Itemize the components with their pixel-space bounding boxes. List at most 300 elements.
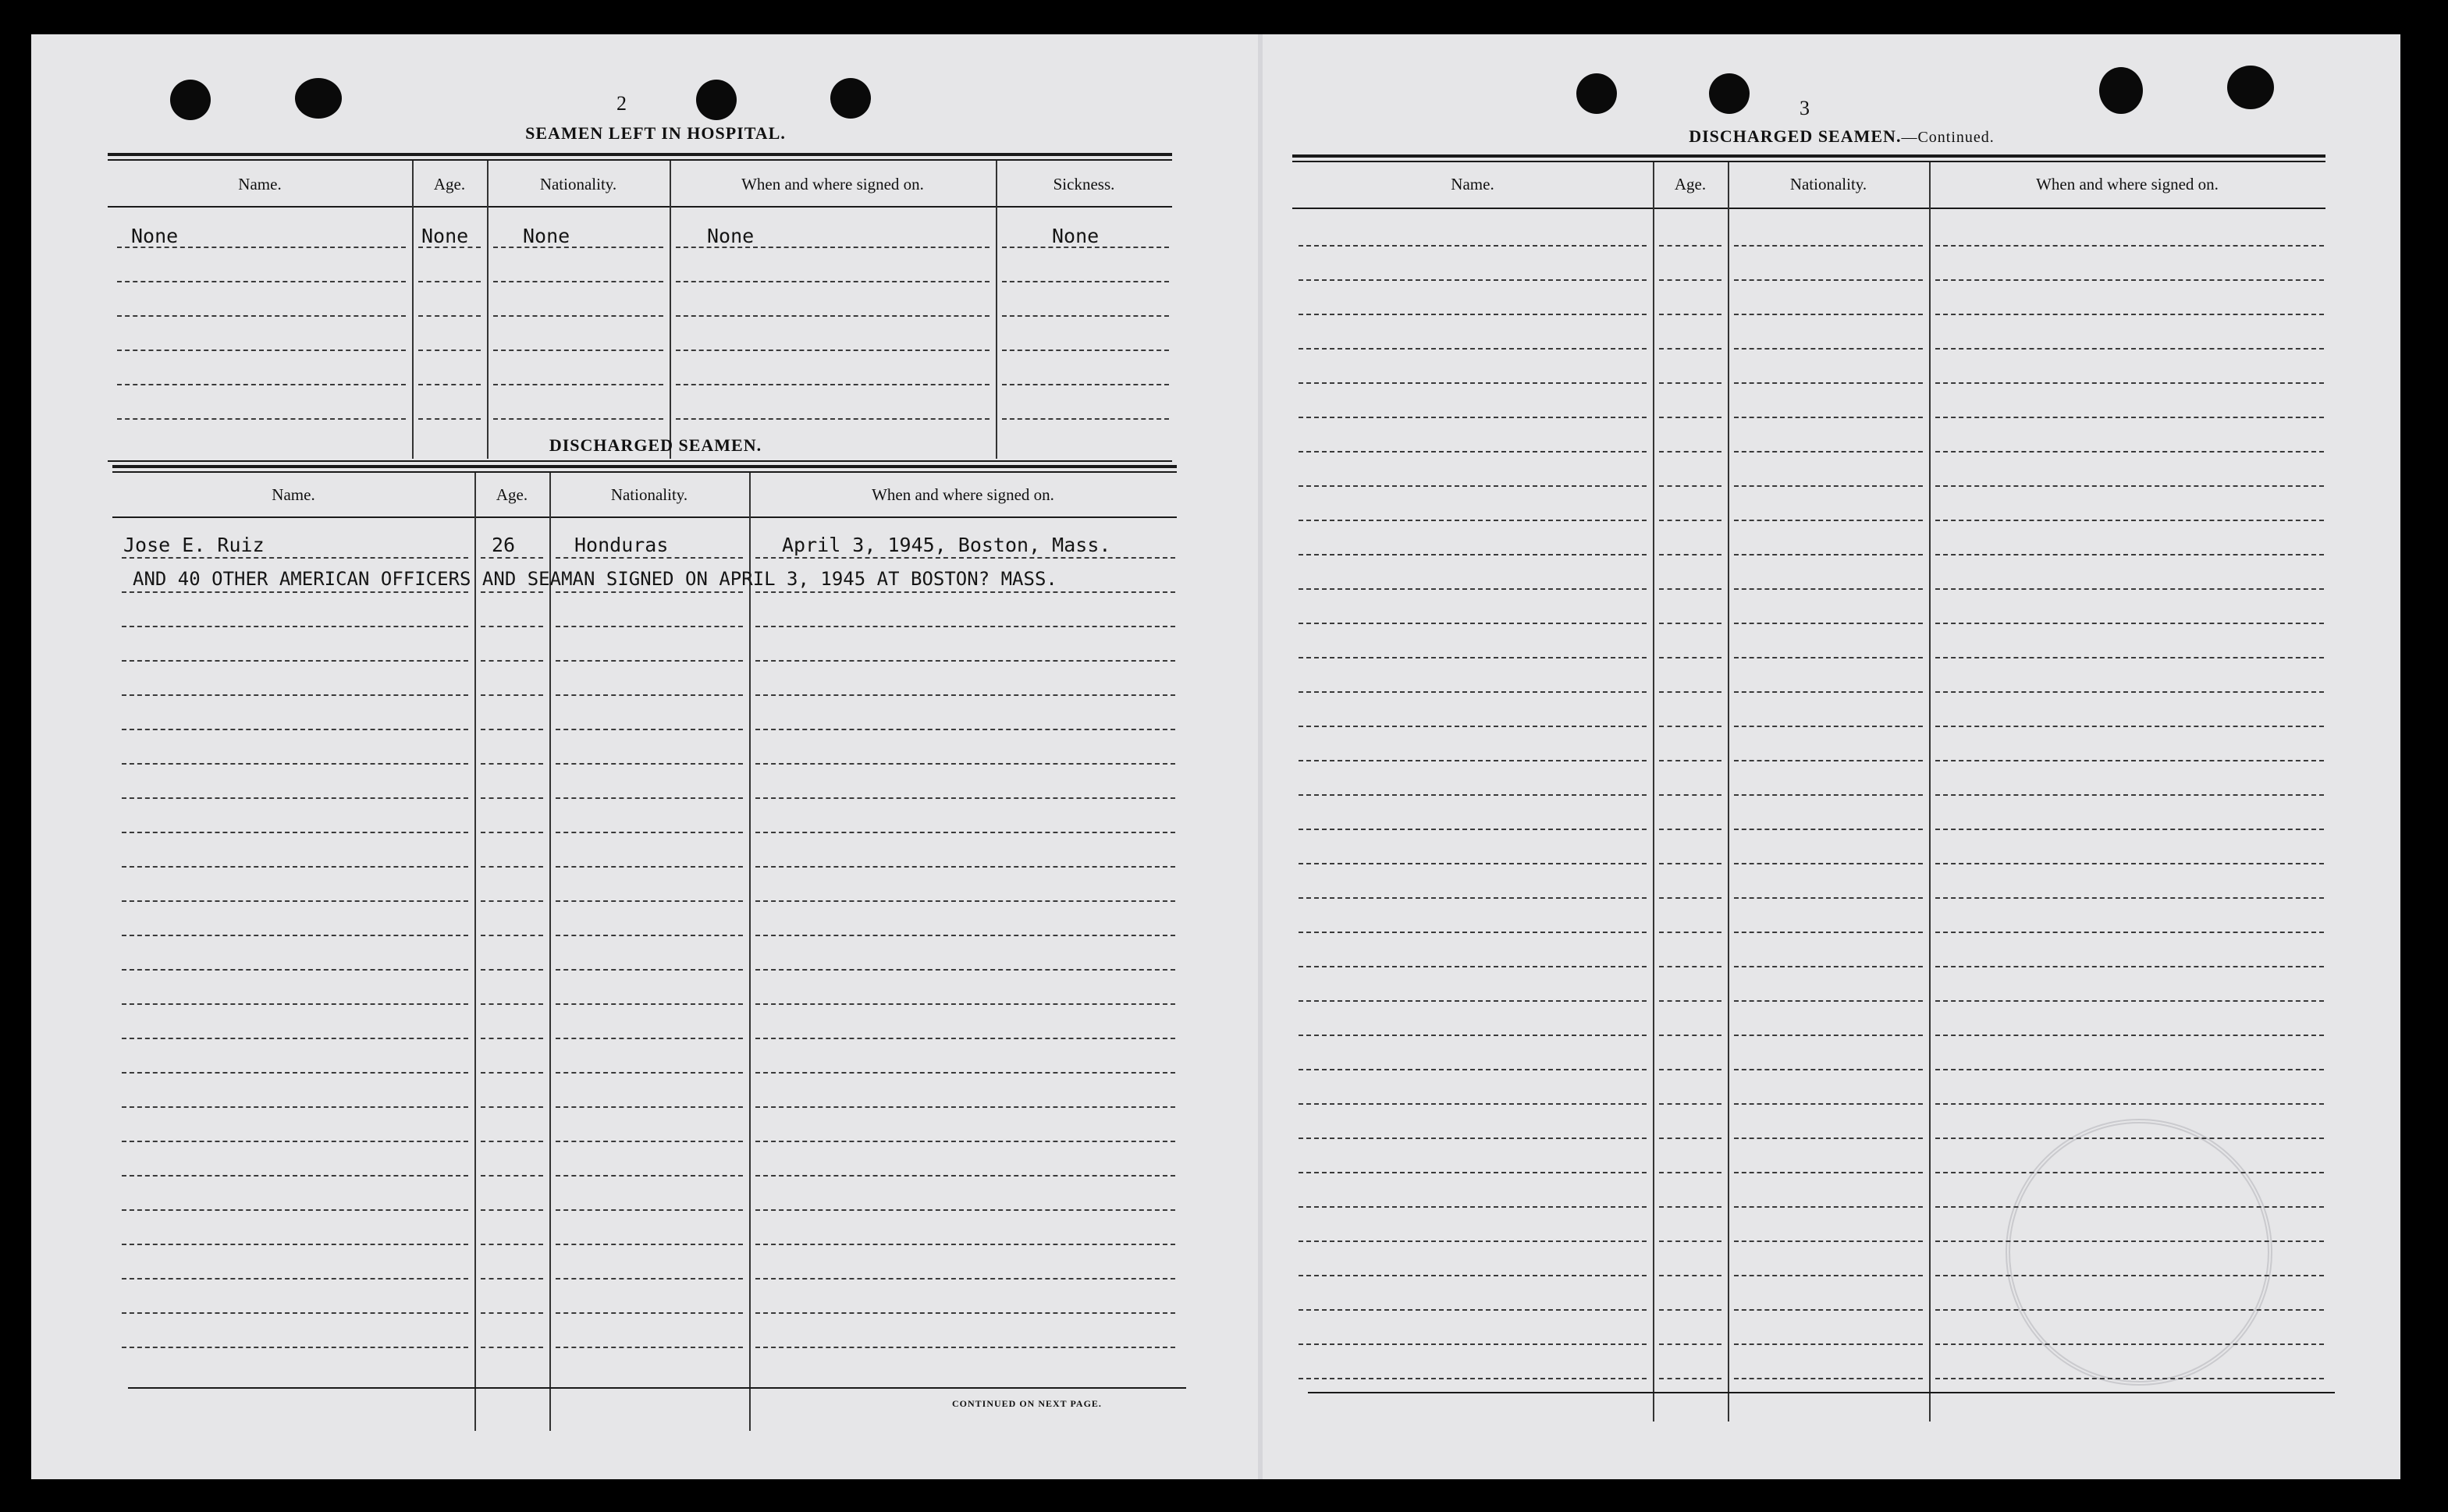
continued-footer: CONTINUED ON NEXT PAGE. <box>952 1398 1102 1409</box>
ruled-line <box>1299 279 1647 281</box>
ruled-line <box>1299 1378 1647 1379</box>
ruled-line <box>1734 1000 1923 1002</box>
discharged-header-nationality: Nationality. <box>610 485 688 504</box>
ruled-line <box>676 247 990 248</box>
ruled-line <box>481 1072 543 1074</box>
hospital-header-nationality: Nationality. <box>539 175 617 193</box>
discharged-header-underline <box>112 516 1177 518</box>
ruled-line <box>1734 1343 1923 1345</box>
ruled-line <box>1734 245 1923 247</box>
ruled-line <box>481 1347 543 1348</box>
ruled-line <box>1734 1069 1923 1070</box>
ruled-line <box>122 1038 468 1039</box>
ruled-line <box>117 281 406 282</box>
ruled-line <box>755 729 1175 730</box>
ruled-line <box>556 763 743 765</box>
ruled-line <box>755 660 1175 662</box>
ruled-line <box>1299 760 1647 761</box>
ruled-line <box>556 832 743 833</box>
ruled-line <box>122 1312 468 1314</box>
ruled-line <box>1002 418 1169 420</box>
discharged-signed-on-value: April 3, 1945, Boston, Mass. <box>782 534 1111 556</box>
ruled-line <box>1734 554 1923 555</box>
ruled-line <box>1299 726 1647 727</box>
ruled-line <box>1299 1206 1647 1208</box>
ruled-line <box>1659 1138 1721 1139</box>
ruled-line <box>1734 417 1923 418</box>
hospital-top-rule <box>108 153 1172 156</box>
discharged-section-title: DISCHARGED SEAMEN. <box>549 435 762 455</box>
ruled-line <box>418 315 481 317</box>
ruled-line <box>1659 348 1721 350</box>
ruled-line <box>556 1244 743 1245</box>
ruled-line <box>1734 314 1923 315</box>
ruled-line <box>481 832 543 833</box>
right-column-divider <box>1929 162 1931 1421</box>
ruled-line <box>122 1106 468 1108</box>
ruled-line <box>1734 382 1923 384</box>
ruled-line <box>481 729 543 730</box>
ruled-line <box>1299 314 1647 315</box>
discharged-column-divider <box>474 473 476 1431</box>
ruled-line <box>481 1003 543 1005</box>
ruled-line <box>1299 966 1647 967</box>
ruled-line <box>556 797 743 799</box>
ruled-line <box>1935 726 2324 727</box>
ruled-line <box>1734 451 1923 453</box>
hospital-signed-on-value: None <box>707 225 755 247</box>
ruled-line <box>1659 451 1721 453</box>
discharged-header-name: Name. <box>272 485 315 504</box>
ruled-line <box>122 1141 468 1142</box>
ruled-line <box>1734 657 1923 658</box>
ruled-line <box>1659 1172 1721 1173</box>
discharged-continued-suffix: —Continued. <box>1901 129 1995 146</box>
ruled-line <box>1935 760 2324 761</box>
ruled-line <box>122 591 468 593</box>
ruled-line <box>1299 623 1647 624</box>
ruled-line <box>1659 966 1721 967</box>
ruled-line <box>556 1209 743 1211</box>
ruled-line <box>122 557 468 559</box>
ruled-line <box>1734 691 1923 693</box>
ruled-line <box>1734 1378 1923 1379</box>
ruled-line <box>1659 726 1721 727</box>
ruled-line <box>1935 417 2324 418</box>
ruled-line <box>122 832 468 833</box>
ruled-line <box>1935 451 2324 453</box>
ruled-line <box>418 350 481 351</box>
ruled-line <box>1935 1069 2324 1070</box>
ruled-line <box>1935 485 2324 487</box>
ruled-line <box>1935 897 2324 899</box>
ruled-line <box>122 763 468 765</box>
ruled-line <box>1299 1103 1647 1105</box>
ruled-line <box>755 1347 1175 1348</box>
ruled-line <box>1002 281 1169 282</box>
ruled-line <box>755 1244 1175 1245</box>
ruled-line <box>493 315 663 317</box>
ruled-line <box>1734 932 1923 933</box>
left-bottom-rule <box>128 1387 1186 1389</box>
ruled-line <box>1659 1378 1721 1379</box>
ruled-line <box>556 660 743 662</box>
ruled-line <box>1299 1172 1647 1173</box>
ruled-line <box>1659 588 1721 590</box>
hospital-section-title: SEAMEN LEFT IN HOSPITAL. <box>525 123 786 143</box>
ruled-line <box>556 694 743 696</box>
ruled-line <box>755 1106 1175 1108</box>
punch-hole <box>2099 67 2143 114</box>
ruled-line <box>1935 348 2324 350</box>
hospital-header-name: Name. <box>238 175 282 193</box>
discharged-continued-title-text: DISCHARGED SEAMEN. <box>1689 126 1902 146</box>
ruled-line <box>122 1278 468 1280</box>
right-column-divider <box>1653 162 1654 1421</box>
ruled-line <box>1659 485 1721 487</box>
ruled-line <box>1659 314 1721 315</box>
punch-hole <box>696 80 737 120</box>
ruled-line <box>481 1278 543 1280</box>
discharged-top-rule <box>112 465 1177 468</box>
ruled-line <box>1299 485 1647 487</box>
ruled-line <box>556 935 743 936</box>
ruled-line <box>1734 1172 1923 1173</box>
discharged-nationality-value: Honduras <box>574 534 669 556</box>
ruled-line <box>1659 554 1721 555</box>
ruled-line <box>481 935 543 936</box>
ruled-line <box>122 1347 468 1348</box>
ruled-line <box>676 384 990 385</box>
hospital-sickness-value: None <box>1052 225 1100 247</box>
ruled-line <box>1734 829 1923 830</box>
hospital-header-age: Age. <box>433 175 466 193</box>
ruled-line <box>122 729 468 730</box>
ruled-line <box>1299 417 1647 418</box>
ruled-line <box>1659 1069 1721 1070</box>
right-header-signed-on: When and where signed on. <box>2036 175 2219 193</box>
discharged-name-value: Jose E. Ruiz <box>123 534 265 556</box>
ruled-line <box>122 866 468 868</box>
punch-hole <box>295 78 342 119</box>
ruled-line <box>676 281 990 282</box>
hospital-column-divider <box>487 161 489 459</box>
ruled-line <box>556 557 743 559</box>
ruled-line <box>676 350 990 351</box>
ruled-line <box>676 315 990 317</box>
discharged-continued-title <box>1592 126 2091 147</box>
ruled-line <box>556 1347 743 1348</box>
ruled-line <box>1935 966 2324 967</box>
ruled-line <box>1734 760 1923 761</box>
ruled-line <box>481 900 543 902</box>
ruled-line <box>1002 315 1169 317</box>
ruled-line <box>1659 863 1721 864</box>
ruled-line <box>556 866 743 868</box>
ruled-line <box>1299 1069 1647 1070</box>
ruled-line <box>481 797 543 799</box>
punch-hole <box>1709 73 1750 114</box>
ruled-line <box>1935 794 2324 796</box>
ruled-line <box>755 1209 1175 1211</box>
ruled-line <box>418 418 481 420</box>
ruled-line <box>1299 794 1647 796</box>
ruled-line <box>1734 1240 1923 1242</box>
ruled-line <box>117 418 406 420</box>
ruled-line <box>1734 1206 1923 1208</box>
ruled-line <box>493 247 663 248</box>
ruled-line <box>1935 382 2324 384</box>
ruled-line <box>481 969 543 971</box>
ruled-line <box>556 626 743 627</box>
ruled-line <box>1659 1035 1721 1036</box>
ruled-line <box>117 384 406 385</box>
ruled-line <box>1734 897 1923 899</box>
punch-hole <box>1576 73 1617 114</box>
ruled-line <box>1935 1000 2324 1002</box>
ruled-line <box>1935 657 2324 658</box>
ruled-line <box>1935 932 2324 933</box>
ruled-line <box>1935 1035 2324 1036</box>
ruled-line <box>117 315 406 317</box>
ruled-line <box>1299 657 1647 658</box>
ruled-line <box>755 969 1175 971</box>
ruled-line <box>556 1141 743 1142</box>
ruled-line <box>1935 520 2324 521</box>
ruled-line <box>122 900 468 902</box>
ruled-line <box>1299 897 1647 899</box>
ruled-line <box>1659 382 1721 384</box>
ruled-line <box>1935 588 2324 590</box>
right-header-age: Age. <box>1674 175 1707 193</box>
ruled-line <box>418 384 481 385</box>
ruled-line <box>1299 1240 1647 1242</box>
ruled-line <box>122 969 468 971</box>
right-top-rule <box>1292 154 2325 158</box>
ruled-line <box>122 660 468 662</box>
ruled-line <box>1659 760 1721 761</box>
ruled-line <box>117 350 406 351</box>
ruled-line <box>1002 384 1169 385</box>
ruled-line <box>1935 314 2324 315</box>
ruled-line <box>556 1003 743 1005</box>
discharged-top-rule <box>112 471 1177 473</box>
punch-hole <box>2227 66 2274 109</box>
discharged-header-age: Age. <box>496 485 528 504</box>
hospital-bottom-rule <box>108 460 1172 462</box>
ruled-line <box>1734 485 1923 487</box>
ruled-line <box>418 247 481 248</box>
ruled-line <box>1935 691 2324 693</box>
ruled-line <box>1734 794 1923 796</box>
ruled-line <box>1659 1103 1721 1105</box>
ruled-line <box>122 797 468 799</box>
hospital-name-value: None <box>131 225 179 247</box>
ruled-line <box>1659 691 1721 693</box>
right-column-divider <box>1728 162 1729 1421</box>
ruled-line <box>1299 1275 1647 1276</box>
ruled-line <box>122 1175 468 1177</box>
ruled-line <box>556 1106 743 1108</box>
ruled-line <box>1659 1000 1721 1002</box>
ruled-line <box>493 350 663 351</box>
ruled-line <box>1734 1035 1923 1036</box>
ruled-line <box>755 866 1175 868</box>
ruled-line <box>556 1072 743 1074</box>
ruled-line <box>1734 1275 1923 1276</box>
punch-hole <box>170 80 211 120</box>
ruled-line <box>1299 863 1647 864</box>
right-bottom-rule <box>1308 1392 2335 1393</box>
ruled-line <box>1734 1309 1923 1311</box>
ruled-line <box>1734 1103 1923 1105</box>
discharged-column-divider <box>549 473 551 1431</box>
ruled-line <box>1659 279 1721 281</box>
ruled-line <box>1659 794 1721 796</box>
ruled-line <box>755 1312 1175 1314</box>
ruled-line <box>1002 247 1169 248</box>
ruled-line <box>1299 554 1647 555</box>
ruled-line <box>1659 1275 1721 1276</box>
ruled-line <box>755 832 1175 833</box>
ruled-line <box>1734 348 1923 350</box>
ruled-line <box>1659 897 1721 899</box>
ruled-line <box>1935 245 2324 247</box>
ruled-line <box>481 1209 543 1211</box>
ruled-line <box>481 1038 543 1039</box>
ruled-line <box>755 1072 1175 1074</box>
ruled-line <box>1734 1138 1923 1139</box>
ruled-line <box>1299 520 1647 521</box>
ruled-line <box>1935 279 2324 281</box>
hospital-header-underline <box>108 206 1172 208</box>
ruled-line <box>493 384 663 385</box>
right-header-underline <box>1292 208 2325 209</box>
ruled-line <box>1659 520 1721 521</box>
ruled-line <box>1659 657 1721 658</box>
ruled-line <box>1659 1343 1721 1345</box>
ruled-line <box>1299 691 1647 693</box>
ruled-line <box>556 1312 743 1314</box>
ruled-line <box>481 660 543 662</box>
ruled-line <box>481 1106 543 1108</box>
ruled-line <box>755 935 1175 936</box>
ruled-line <box>755 763 1175 765</box>
ruled-line <box>1002 350 1169 351</box>
ruled-line <box>1734 623 1923 624</box>
ruled-line <box>755 591 1175 593</box>
ruled-line <box>122 1209 468 1211</box>
ruled-line <box>481 1312 543 1314</box>
ruled-line <box>1299 382 1647 384</box>
hospital-column-divider <box>670 161 671 459</box>
ruled-line <box>481 626 543 627</box>
ruled-line <box>1299 588 1647 590</box>
ruled-line <box>122 1244 468 1245</box>
ruled-line <box>418 281 481 282</box>
page-number-right: 3 <box>1800 97 1810 119</box>
punch-hole <box>830 78 871 119</box>
hospital-top-rule <box>108 159 1172 161</box>
ruled-line <box>755 557 1175 559</box>
ruled-line <box>1299 1000 1647 1002</box>
ruled-line <box>755 1278 1175 1280</box>
discharged-header-signed-on: When and where signed on. <box>872 485 1054 504</box>
right-header-nationality: Nationality. <box>1789 175 1867 193</box>
ruled-line <box>1299 348 1647 350</box>
page-fold <box>1258 34 1263 1479</box>
ruled-line <box>1299 1035 1647 1036</box>
ruled-line <box>481 557 543 559</box>
ruled-line <box>556 1175 743 1177</box>
ruled-line <box>755 797 1175 799</box>
faded-stamp <box>2006 1119 2272 1386</box>
ruled-line <box>122 626 468 627</box>
hospital-column-divider <box>996 161 997 459</box>
ruled-line <box>755 1141 1175 1142</box>
ruled-line <box>481 1244 543 1245</box>
right-header-name: Name. <box>1451 175 1494 193</box>
ruled-line <box>1659 623 1721 624</box>
ruled-line <box>1299 451 1647 453</box>
ruled-line <box>1734 863 1923 864</box>
ruled-line <box>1299 932 1647 933</box>
ruled-line <box>755 1003 1175 1005</box>
ruled-line <box>1935 863 2324 864</box>
ruled-line <box>556 591 743 593</box>
document-sheet <box>31 34 2400 1479</box>
ruled-line <box>1659 932 1721 933</box>
ruled-line <box>481 763 543 765</box>
discharged-age-value: 26 <box>492 534 516 556</box>
hospital-column-divider <box>412 161 414 459</box>
ruled-line <box>556 969 743 971</box>
ruled-line <box>1734 726 1923 727</box>
ruled-line <box>1734 279 1923 281</box>
ruled-line <box>1659 1309 1721 1311</box>
ruled-line <box>556 1278 743 1280</box>
ruled-line <box>755 1175 1175 1177</box>
ruled-line <box>1659 1240 1721 1242</box>
ruled-line <box>1299 829 1647 830</box>
ruled-line <box>755 1038 1175 1039</box>
ruled-line <box>481 591 543 593</box>
hospital-header-signed-on: When and where signed on. <box>741 175 924 193</box>
ruled-line <box>556 729 743 730</box>
ruled-line <box>755 626 1175 627</box>
ruled-line <box>755 900 1175 902</box>
ruled-line <box>1299 245 1647 247</box>
hospital-header-sickness: Sickness. <box>1053 175 1115 193</box>
ruled-line <box>1659 829 1721 830</box>
right-top-rule <box>1292 161 2325 162</box>
discharged-note: AND 40 OTHER AMERICAN OFFICERS AND SEAMAN SIGNED ON APRIL 3, 1945 AT BOSTON? MASS. <box>133 568 1057 590</box>
ruled-line <box>122 1003 468 1005</box>
hospital-nationality-value: None <box>523 225 570 247</box>
ruled-line <box>1734 966 1923 967</box>
ruled-line <box>481 1141 543 1142</box>
hospital-age-value: None <box>421 225 469 247</box>
ruled-line <box>1734 588 1923 590</box>
ruled-line <box>1299 1138 1647 1139</box>
ruled-line <box>556 900 743 902</box>
ruled-line <box>122 1072 468 1074</box>
ruled-line <box>493 418 663 420</box>
ruled-line <box>1734 520 1923 521</box>
ruled-line <box>1299 1309 1647 1311</box>
ruled-line <box>493 281 663 282</box>
ruled-line <box>1299 1343 1647 1345</box>
